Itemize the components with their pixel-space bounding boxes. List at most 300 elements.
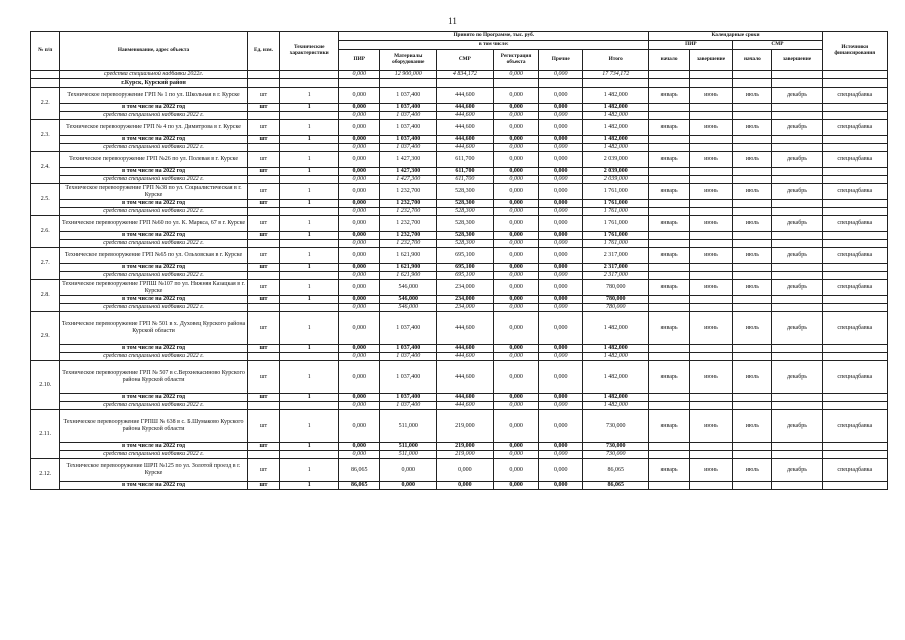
cell-value: 444,600	[437, 345, 494, 353]
table-row	[31, 353, 888, 361]
cell-value: 0,000	[539, 304, 583, 312]
cell-value: 0,000	[493, 176, 539, 184]
pir-end: июнь	[689, 216, 733, 232]
cell-value: 1 037,400	[380, 353, 437, 361]
cell-value: 444,600	[437, 361, 494, 394]
funding-source: спецнадбавка	[822, 410, 887, 443]
table-row	[31, 200, 888, 208]
cell-value: 546,000	[380, 296, 437, 304]
cell-value: 0,000	[493, 482, 539, 490]
spec-label: средства специальной надбавки 2022 г.	[60, 272, 247, 280]
cell-value: 0,000	[339, 296, 380, 304]
cell-value: 0,000	[493, 264, 539, 272]
cell-value: 0,000	[539, 112, 583, 120]
pir-start: январь	[649, 280, 689, 296]
cell-value: 1 482,000	[582, 136, 648, 144]
item-unit: шт	[247, 248, 280, 264]
cell-value: 1 232,700	[380, 200, 437, 208]
cell-value: 86,065	[582, 482, 648, 490]
cell-value: 0,000	[339, 144, 380, 152]
item-name: Техническое перевооружение ГРП № 501 в х. Духовец Курского района Курской области	[60, 312, 247, 345]
cell-value: 1 427,300	[380, 168, 437, 176]
item-qty: 1	[280, 459, 339, 482]
cell-value: 1 482,000	[582, 104, 648, 112]
cell-value: 0,000	[493, 410, 539, 443]
cell-value: 0,000	[493, 272, 539, 280]
cell-value: 528,300	[437, 240, 494, 248]
table-row	[31, 272, 888, 280]
item-unit: шт	[247, 168, 280, 176]
item-unit: шт	[247, 296, 280, 304]
funding-source: спецнадбавка	[822, 248, 887, 264]
table-row	[31, 443, 888, 451]
table-row	[31, 88, 888, 104]
smr-end: декабрь	[772, 312, 822, 345]
cell-value: 0,000	[380, 482, 437, 490]
cell-value: 0,000	[493, 345, 539, 353]
header-name: Наименование, адрес объекта	[60, 32, 247, 71]
cell-value: 0,000	[493, 88, 539, 104]
cell-value: 444,600	[437, 88, 494, 104]
cell-value: 0,000	[493, 208, 539, 216]
cell-value: 0,000	[493, 248, 539, 264]
cell-value: 1 232,700	[380, 208, 437, 216]
region-heading: г.Курск, Курский район	[60, 79, 247, 88]
year-label: в том числе на 2022 год	[60, 200, 247, 208]
cell-value: 0,000	[339, 200, 380, 208]
cell-value: 1 482,000	[582, 88, 648, 104]
cell-value: 1 232,700	[380, 216, 437, 232]
table-row	[31, 312, 888, 345]
cell-value: 86,065	[339, 459, 380, 482]
cell-value: 0,000	[493, 104, 539, 112]
funding-source: спецнадбавка	[822, 152, 887, 168]
cell-value: 0,000	[539, 296, 583, 304]
cell-value: 780,000	[582, 296, 648, 304]
cell-value: 0,000	[339, 410, 380, 443]
header-accepted: Принято по Программе, тыс. руб.	[339, 32, 649, 41]
spec-label: средства специальной надбавки 2022 г.	[60, 304, 247, 312]
item-number: 2.2.	[31, 88, 60, 120]
cell-value: 1 621,900	[380, 272, 437, 280]
funding-source: спецнадбавка	[822, 88, 887, 104]
smr-start: июль	[733, 361, 772, 394]
cell-value: 0,000	[493, 451, 539, 459]
item-qty: 1	[280, 410, 339, 443]
spec-label: средства специальной надбавки 2022 г.	[60, 402, 247, 410]
cell-value: 0,000	[539, 451, 583, 459]
cell-value: 444,600	[437, 112, 494, 120]
cell-value: 0,000	[539, 443, 583, 451]
smr-start: июль	[733, 312, 772, 345]
cell-value: 0,000	[339, 120, 380, 136]
cell-value: 1 037,400	[380, 361, 437, 394]
table-row	[31, 280, 888, 296]
item-qty: 1	[280, 361, 339, 394]
cell-value: 0,000	[380, 459, 437, 482]
cell-value: 1 621,900	[380, 264, 437, 272]
year-label: в том числе на 2022 год	[60, 104, 247, 112]
cell-value: 0,000	[339, 136, 380, 144]
cell-value: 0,000	[493, 353, 539, 361]
cell-value: 546,000	[380, 280, 437, 296]
smr-start: июль	[733, 152, 772, 168]
table-row	[31, 120, 888, 136]
cell-value: 0,000	[493, 296, 539, 304]
smr-start: июль	[733, 88, 772, 104]
table-row	[31, 208, 888, 216]
cell-value: 0,000	[493, 459, 539, 482]
spec-label: средства специальной надбавки 2022 г.	[60, 176, 247, 184]
cell-value: 219,000	[437, 451, 494, 459]
table-row	[31, 152, 888, 168]
cell-value: 0,000	[539, 136, 583, 144]
cell-value: 1 482,000	[582, 353, 648, 361]
item-unit: шт	[247, 459, 280, 482]
cell-value: 2 039,000	[582, 152, 648, 168]
table-row	[31, 459, 888, 482]
cell-value: 1 482,000	[582, 345, 648, 353]
item-unit: шт	[247, 410, 280, 443]
cell-value: 695,100	[437, 248, 494, 264]
item-number: 2.5.	[31, 184, 60, 216]
cell-value: 1 037,400	[380, 112, 437, 120]
item-unit: шт	[247, 361, 280, 394]
cell-value: 1 037,400	[380, 136, 437, 144]
year-label: в том числе на 2022 год	[60, 136, 247, 144]
cell-value: 1 482,000	[582, 112, 648, 120]
cell-value: 219,000	[437, 443, 494, 451]
pir-start: январь	[649, 184, 689, 200]
item-unit: шт	[247, 443, 280, 451]
pir-end: июнь	[689, 280, 733, 296]
cell-value: 1 761,000	[582, 232, 648, 240]
year-label: в том числе на 2022 год	[60, 168, 247, 176]
pir-end: июнь	[689, 410, 733, 443]
cell-value: 1 482,000	[582, 361, 648, 394]
table-row	[31, 112, 888, 120]
table-row	[31, 264, 888, 272]
table-row	[31, 176, 888, 184]
cell-value: 0,000	[339, 361, 380, 394]
pir-end: июнь	[689, 459, 733, 482]
cell-value: 1 232,700	[380, 232, 437, 240]
cell-value: 1 037,400	[380, 144, 437, 152]
pir-start: январь	[649, 410, 689, 443]
cell-value: 1 761,000	[582, 200, 648, 208]
smr-end: декабрь	[772, 184, 822, 200]
cell-value: 0,000	[493, 120, 539, 136]
funding-source: спецнадбавка	[822, 312, 887, 345]
cell-value: 0,000	[339, 240, 380, 248]
cell-value: 0,000	[339, 112, 380, 120]
smr-end: декабрь	[772, 361, 822, 394]
cell-value: 546,000	[380, 304, 437, 312]
cell-value: 0,000	[493, 168, 539, 176]
smr-end: декабрь	[772, 410, 822, 443]
cell-value: 444,600	[437, 104, 494, 112]
table-row	[31, 79, 888, 88]
cell-value: 0,000	[539, 88, 583, 104]
cell-value: 0,000	[339, 280, 380, 296]
cell-value: 0,000	[339, 451, 380, 459]
table-row	[31, 402, 888, 410]
year-label: в том числе на 2022 год	[60, 232, 247, 240]
pir-start: январь	[649, 459, 689, 482]
table-row	[31, 361, 888, 394]
cell-value: 0,000	[539, 232, 583, 240]
cell-value: 86,065	[339, 482, 380, 490]
cell-value: 730,000	[582, 410, 648, 443]
item-unit: шт	[247, 482, 280, 490]
item-name: Техническое перевооружение ГРП №38 по ул. Социалистическая в г. Курске	[60, 184, 247, 200]
cell-value: 0,000	[339, 88, 380, 104]
item-qty: 1	[280, 482, 339, 490]
cell-value: 0,000	[339, 152, 380, 168]
cell-value: 1 482,000	[582, 120, 648, 136]
cell-value: 1 037,400	[380, 345, 437, 353]
cell-value: 0,000	[339, 264, 380, 272]
cell-value: 234,000	[437, 280, 494, 296]
smr-start: июль	[733, 280, 772, 296]
funding-source: спецнадбавка	[822, 184, 887, 200]
item-qty: 1	[280, 216, 339, 232]
item-unit: шт	[247, 120, 280, 136]
cell-value: 444,600	[437, 136, 494, 144]
header-end-pir: завершение	[689, 50, 733, 71]
cell-value: 0,000	[493, 200, 539, 208]
table-row	[31, 168, 888, 176]
cell-value: 730,000	[582, 443, 648, 451]
item-unit: шт	[247, 312, 280, 345]
cell-value: 1 427,300	[380, 176, 437, 184]
cell-value: 444,600	[437, 120, 494, 136]
item-unit: шт	[247, 345, 280, 353]
header-registration: Регистрация объекта	[493, 50, 539, 71]
year-label: в том числе на 2022 год	[60, 264, 247, 272]
item-name: Техническое перевооружение ГРП №60 по ул. К. Маркса, 67 в г. Курске	[60, 216, 247, 232]
smr-start: июль	[733, 410, 772, 443]
cell-value: 0,000	[493, 184, 539, 200]
cell-value: 1 482,000	[582, 402, 648, 410]
spec-label: средства специальной надбавки 2022 г.	[60, 112, 247, 120]
cell-value: 1 761,000	[582, 208, 648, 216]
pir-start: январь	[649, 88, 689, 104]
cell-value: 17 734,172	[582, 71, 648, 79]
funding-source: спецнадбавка	[822, 120, 887, 136]
cell-value: 0,000	[493, 280, 539, 296]
cell-value: 0,000	[493, 443, 539, 451]
header-start-smr: начало	[733, 50, 772, 71]
item-unit: шт	[247, 232, 280, 240]
smr-start: июль	[733, 459, 772, 482]
item-qty: 1	[280, 120, 339, 136]
item-name: Техническое перевооружение ГРП № 4 по ул. Димитрова в г. Курске	[60, 120, 247, 136]
table-row	[31, 394, 888, 402]
cell-value: 0,000	[539, 394, 583, 402]
cell-value: 0,000	[493, 216, 539, 232]
cell-value: 86,065	[582, 459, 648, 482]
smr-end: декабрь	[772, 248, 822, 264]
item-qty: 1	[280, 88, 339, 104]
cell-value: 0,000	[339, 104, 380, 112]
cell-value: 0,000	[339, 353, 380, 361]
cell-value: 0,000	[539, 120, 583, 136]
cell-value: 1 761,000	[582, 216, 648, 232]
pir-end: июнь	[689, 88, 733, 104]
table-row	[31, 248, 888, 264]
pir-end: июнь	[689, 248, 733, 264]
cell-value: 0,000	[539, 280, 583, 296]
item-name: Техническое перевооружение ГРП №65 по ул. Ольховская в г. Курске	[60, 248, 247, 264]
cell-value: 0,000	[539, 176, 583, 184]
cell-value: 0,000	[339, 402, 380, 410]
header-including: в том числе:	[339, 41, 649, 50]
item-name: Техническое перевооружение ГРПШ №107 по ул. Нижняя Казацкая в г. Курске	[60, 280, 247, 296]
cell-value: 0,000	[539, 264, 583, 272]
table-row	[31, 482, 888, 490]
smr-start: июль	[733, 120, 772, 136]
item-qty: 1	[280, 168, 339, 176]
pir-start: январь	[649, 152, 689, 168]
funding-source: спецнадбавка	[822, 280, 887, 296]
table-row	[31, 304, 888, 312]
cell-value: 0,000	[493, 152, 539, 168]
funding-source: спецнадбавка	[822, 361, 887, 394]
spec-label: средства специальной надбавки 2022 г.	[60, 353, 247, 361]
cell-value: 1 037,400	[380, 120, 437, 136]
cell-value: 0,000	[339, 168, 380, 176]
cell-value: 0,000	[339, 304, 380, 312]
year-label: в том числе на 2022 год	[60, 296, 247, 304]
cell-value: 444,600	[437, 394, 494, 402]
cell-value: 0,000	[493, 144, 539, 152]
header-funding: Источники финансирования	[822, 32, 887, 71]
cell-value: 0,000	[539, 312, 583, 345]
header-start-pir: начало	[649, 50, 689, 71]
item-qty: 1	[280, 200, 339, 208]
cell-value: 528,300	[437, 232, 494, 240]
table-row	[31, 410, 888, 443]
cell-value: 0,000	[539, 402, 583, 410]
cell-value: 0,000	[539, 168, 583, 176]
table-row	[31, 184, 888, 200]
header-smr: СМР	[437, 50, 494, 71]
cell-value: 0,000	[493, 136, 539, 144]
item-qty: 1	[280, 345, 339, 353]
item-unit: шт	[247, 394, 280, 402]
program-table	[30, 31, 888, 490]
table-body	[31, 71, 888, 490]
cell-value: 1 037,400	[380, 402, 437, 410]
cell-value: 2 317,000	[582, 272, 648, 280]
smr-end: декабрь	[772, 152, 822, 168]
item-number: 2.8.	[31, 280, 60, 312]
item-number: 2.6.	[31, 216, 60, 248]
page-number: 11	[448, 16, 457, 26]
header-other: Прочие	[539, 50, 583, 71]
cell-value: 695,100	[437, 272, 494, 280]
cell-value: 0,000	[437, 459, 494, 482]
row-label: средства специальной надбавки 2022г.	[60, 71, 247, 79]
pir-start: январь	[649, 361, 689, 394]
cell-value: 1 037,400	[380, 312, 437, 345]
table-row	[31, 104, 888, 112]
year-label: в том числе на 2022 год	[60, 345, 247, 353]
cell-value: 219,000	[437, 410, 494, 443]
smr-end: декабрь	[772, 280, 822, 296]
cell-value: 2 317,000	[582, 248, 648, 264]
item-qty: 1	[280, 443, 339, 451]
cell-value: 528,300	[437, 200, 494, 208]
cell-value: 511,000	[380, 451, 437, 459]
smr-start: июль	[733, 216, 772, 232]
item-qty: 1	[280, 264, 339, 272]
cell-value: 0,000	[539, 208, 583, 216]
item-unit: шт	[247, 264, 280, 272]
year-label: в том числе на 2022 год	[60, 443, 247, 451]
cell-value: 780,000	[582, 280, 648, 296]
cell-value: 0,000	[539, 353, 583, 361]
header-calendar: Календарные сроки	[649, 32, 822, 41]
item-qty: 1	[280, 312, 339, 345]
cell-value: 1 037,400	[380, 394, 437, 402]
item-unit: шт	[247, 88, 280, 104]
smr-start: июль	[733, 248, 772, 264]
cell-value: 234,000	[437, 304, 494, 312]
cell-value: 0,000	[539, 216, 583, 232]
pir-end: июнь	[689, 184, 733, 200]
cell-value: 2 039,000	[582, 176, 648, 184]
cell-value: 0,000	[539, 104, 583, 112]
table-row	[31, 144, 888, 152]
cell-value: 1 621,900	[380, 248, 437, 264]
item-number: 2.3.	[31, 120, 60, 152]
cell-value: 611,700	[437, 152, 494, 168]
cell-value: 780,000	[582, 304, 648, 312]
cell-value: 0,000	[339, 232, 380, 240]
spec-label: средства специальной надбавки 2022 г.	[60, 208, 247, 216]
header-materials: Материалы оборудование	[380, 50, 437, 71]
pir-end: июнь	[689, 361, 733, 394]
item-unit: шт	[247, 104, 280, 112]
cell-value: 1 232,700	[380, 184, 437, 200]
cell-value: 1 232,700	[380, 240, 437, 248]
cell-value: 1 037,400	[380, 104, 437, 112]
pir-start: январь	[649, 216, 689, 232]
item-qty: 1	[280, 248, 339, 264]
cell-value: 0,000	[339, 345, 380, 353]
table-row	[31, 451, 888, 459]
cell-value: 444,600	[437, 144, 494, 152]
cell-value: 0,000	[539, 144, 583, 152]
cell-value: 0,000	[339, 248, 380, 264]
header-unit: Ед. изм.	[247, 32, 280, 71]
item-name: Техническое перевооружение ГРП № 1 по ул. Школьная в г. Курске	[60, 88, 247, 104]
item-unit: шт	[247, 200, 280, 208]
pir-end: июнь	[689, 152, 733, 168]
pir-start: январь	[649, 120, 689, 136]
item-qty: 1	[280, 152, 339, 168]
cell-value: 0,000	[539, 272, 583, 280]
cell-value: 528,300	[437, 216, 494, 232]
item-unit: шт	[247, 152, 280, 168]
header-num: № п/п	[31, 32, 60, 71]
cell-value: 0,000	[339, 71, 380, 79]
cell-value: 444,600	[437, 402, 494, 410]
year-label: в том числе на 2022 год	[60, 394, 247, 402]
table-row	[31, 136, 888, 144]
